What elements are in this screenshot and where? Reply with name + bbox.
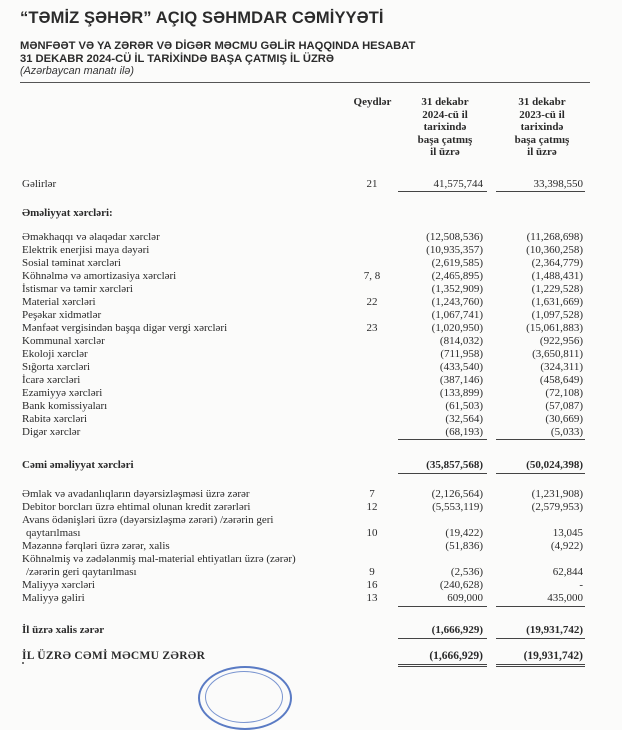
row-label: Sığorta xərcləri xyxy=(22,361,91,373)
row-value-2023: (2,579,953) xyxy=(531,501,583,513)
row-value-2023: (324,311) xyxy=(540,361,583,373)
underline-2024 xyxy=(398,439,487,440)
row-value-2024: (35,857,568) xyxy=(426,459,483,471)
row-value-2024: (2,619,585) xyxy=(431,257,483,269)
row-label: Peşəkar xidmətlər xyxy=(22,309,102,321)
row-note: 9 xyxy=(369,566,375,578)
underline-2024 xyxy=(398,638,487,639)
table-row xyxy=(0,592,622,606)
table-row xyxy=(0,309,622,323)
row-label: Mənfəət vergisindən başqa digər vergi xərcləri xyxy=(22,322,228,334)
row-note: 21 xyxy=(366,178,378,190)
row-value-2024: (1,666,929) xyxy=(429,650,483,662)
row-label: Elektrik enerjisi maya dəyəri xyxy=(22,244,150,256)
company-title: “TƏMİZ ŞƏHƏR” AÇIQ SƏHMDAR CƏMİYYƏTİ xyxy=(20,9,384,27)
row-label: İl üzrə xalis zərər xyxy=(22,624,105,636)
row-value-2023: 33,398,550 xyxy=(533,178,583,190)
table-row xyxy=(0,322,622,336)
row-value-2023: (2,364,779) xyxy=(531,257,583,269)
table-row xyxy=(0,540,622,554)
row-value-2023: (72,108) xyxy=(545,387,583,399)
row-note: 7 xyxy=(369,488,375,500)
row-value-2024: (711,958) xyxy=(440,348,483,360)
table-row xyxy=(0,283,622,297)
row-value-2024: (1,243,760) xyxy=(431,296,483,308)
row-label: Maliyyə xərcləri xyxy=(22,579,95,591)
row-value-2023: (5,033) xyxy=(550,426,583,438)
table-row xyxy=(0,361,622,375)
table-row xyxy=(0,348,622,362)
table-row xyxy=(0,374,622,388)
row-value-2024: (1,020,950) xyxy=(431,322,483,334)
table-row xyxy=(0,413,622,427)
row-label: Avans ödənişləri üzrə (dəyərsizləşmə zərəri) /zərərin geri xyxy=(22,514,274,526)
row-value-2023: (19,931,742) xyxy=(523,650,583,662)
table-row-total-comprehensive-loss xyxy=(0,650,622,664)
table-row-label-line1 xyxy=(0,553,622,567)
row-label: Kommunal xərclər xyxy=(22,335,105,347)
row-value-2024: 609,000 xyxy=(447,592,483,604)
column-header-2024-line: il üzrə xyxy=(430,146,460,158)
row-label: Debitor borcları üzrə ehtimal olunan kredit zərərləri xyxy=(22,501,251,513)
row-label-continued: /zərərin geri qaytarılması xyxy=(26,566,137,578)
row-value-2023: (458,649) xyxy=(539,374,583,386)
report-title xyxy=(20,40,415,65)
column-header-2023-line: başa çatmış xyxy=(514,133,570,146)
row-value-2023: 62,844 xyxy=(552,566,583,578)
row-label-continued: qaytarılması xyxy=(26,527,81,539)
row-value-2024: (2,126,564) xyxy=(431,488,483,500)
row-value-2023: (1,631,669) xyxy=(531,296,583,308)
row-value-2023: (1,229,528) xyxy=(531,283,583,295)
row-value-2024: (387,146) xyxy=(439,374,483,386)
row-label: İL ÜZRƏ CƏMİ MƏCMU ZƏRƏR xyxy=(22,650,206,662)
row-value-2024: (2,536) xyxy=(450,566,483,578)
row-label: İstismar və təmir xərcləri xyxy=(22,283,133,295)
currency-note: (Azərbaycan manatı ilə) xyxy=(20,65,135,77)
row-value-2024: (1,352,909) xyxy=(431,283,483,295)
underline-2023 xyxy=(496,439,585,440)
row-value-2024: (32,564) xyxy=(445,413,483,425)
row-value-2024: (2,465,895) xyxy=(431,270,483,282)
table-row xyxy=(0,579,622,593)
underline-2023 xyxy=(496,473,585,474)
column-header-2023-line: il üzrə xyxy=(527,146,557,158)
row-label: Gəlirlər xyxy=(22,178,57,190)
row-note: 10 xyxy=(366,527,378,539)
row-value-2024: (68,193) xyxy=(445,426,483,438)
column-header-2024-line: başa çatmış xyxy=(417,133,473,146)
row-value-2023: (10,360,258) xyxy=(526,244,583,256)
double-underline-2024 xyxy=(398,664,487,667)
row-label: Material xərcləri xyxy=(22,296,96,308)
row-value-2023: (1,488,431) xyxy=(531,270,583,282)
table-row xyxy=(0,488,622,502)
underline-2024 xyxy=(398,191,487,192)
row-value-2023: 13,045 xyxy=(552,527,583,539)
row-value-2024: (1,067,741) xyxy=(431,309,483,321)
row-value-2023: (15,061,883) xyxy=(526,322,583,334)
row-label: Sosial təminat xərcləri xyxy=(22,257,121,269)
table-row xyxy=(0,296,622,310)
row-label: Digər xərclər xyxy=(22,426,81,438)
row-value-2023: (50,024,398) xyxy=(526,459,583,471)
row-value-2024: (814,032) xyxy=(439,335,483,347)
row-value-2024: (10,935,357) xyxy=(426,244,483,256)
table-row xyxy=(0,244,622,258)
row-value-2024: (19,422) xyxy=(445,527,483,539)
row-label: Cəmi əməliyyat xərcləri xyxy=(22,459,134,471)
header-divider xyxy=(20,82,590,83)
underline-2023 xyxy=(496,606,585,607)
row-value-2023: (19,931,742) xyxy=(526,624,583,636)
row-value-2023: (57,087) xyxy=(545,400,583,412)
row-value-2024: (61,503) xyxy=(445,400,483,412)
table-row xyxy=(0,231,622,245)
column-header-2023-line: 31 dekabr xyxy=(518,96,566,108)
row-value-2024: 41,575,744 xyxy=(433,178,483,190)
table-row-label-line1 xyxy=(0,514,622,528)
row-value-2023: (3,650,811) xyxy=(532,348,583,360)
row-value-2023: 435,000 xyxy=(547,592,583,604)
row-note: 23 xyxy=(366,322,378,334)
row-label: Ezamiyyə xərcləri xyxy=(22,387,103,399)
section-heading-opex xyxy=(0,207,622,221)
row-label: Məzənnə fərqləri üzrə zərər, xalis xyxy=(22,540,170,552)
row-label: Maliyyə gəliri xyxy=(22,592,85,604)
row-note: 12 xyxy=(366,501,378,513)
row-value-2024: (1,666,929) xyxy=(431,624,483,636)
row-label: Ekoloji xərclər xyxy=(22,348,88,360)
row-note: 13 xyxy=(366,592,378,604)
bullet-mark xyxy=(22,662,24,664)
column-header-2024-line: 31 dekabr xyxy=(421,96,469,108)
row-label: Köhnəlmiş və zədələnmiş mal-material ehtiyatları üzrə (zərər) xyxy=(22,553,296,565)
table-row-revenue xyxy=(0,178,622,192)
table-row xyxy=(0,335,622,349)
row-value-2023: (1,231,908) xyxy=(531,488,583,500)
column-header-2024-line: tarixində xyxy=(423,121,467,133)
table-row xyxy=(0,527,622,541)
row-value-2024: (133,899) xyxy=(439,387,483,399)
row-value-2024: (5,553,119) xyxy=(432,501,483,513)
table-row xyxy=(0,387,622,401)
row-value-2023: (4,922) xyxy=(550,540,583,552)
row-value-2024: (12,508,536) xyxy=(426,231,483,243)
table-row xyxy=(0,501,622,515)
row-note: 22 xyxy=(366,296,378,308)
column-header-2023-line: 2023-cü il xyxy=(519,108,565,121)
row-label: Bank komissiyaları xyxy=(22,400,108,412)
row-label: Rabitə xərcləri xyxy=(22,413,88,425)
row-value-2024: (433,540) xyxy=(439,361,483,373)
row-value-2023: (30,669) xyxy=(545,413,583,425)
underline-2023 xyxy=(496,191,585,192)
double-underline-2023 xyxy=(496,664,585,667)
column-header-2023 xyxy=(497,96,587,159)
table-row xyxy=(0,566,622,580)
row-value-2023: (11,268,698) xyxy=(526,231,583,243)
column-header-2023-line: tarixində xyxy=(520,121,564,133)
table-row xyxy=(0,270,622,284)
row-value-2023: (922,956) xyxy=(539,335,583,347)
row-value-2023: - xyxy=(579,579,583,591)
column-header-notes: Qeydlər xyxy=(353,96,392,108)
underline-2023 xyxy=(496,638,585,639)
company-stamp-inner-ring xyxy=(205,671,283,723)
row-value-2024: (240,628) xyxy=(439,579,483,591)
column-header-2024-line: 2024-cü il xyxy=(422,108,468,121)
table-row xyxy=(0,400,622,414)
underline-2024 xyxy=(398,473,487,474)
row-value-2024: (51,836) xyxy=(445,540,483,552)
section-heading-label: Əməliyyat xərcləri: xyxy=(22,207,113,219)
row-label: Əmlak və avadanlıqların dəyərsizləşməsi üzrə zərər xyxy=(22,488,250,500)
row-label: Əməkhaqqı və əlaqədar xərclər xyxy=(22,231,160,243)
table-row xyxy=(0,257,622,271)
report-title-line-1: MƏNFƏƏT VƏ YA ZƏRƏR VƏ DİGƏR MƏCMU GƏLİR HAQQINDA HESABAT xyxy=(20,40,416,52)
column-header-2024 xyxy=(400,96,490,159)
table-row xyxy=(0,426,622,440)
row-label: İcarə xərcləri xyxy=(22,374,81,386)
row-value-2023: (1,097,528) xyxy=(531,309,583,321)
report-title-line-2: 31 DEKABR 2024-CÜ İL TARİXİNDƏ BAŞA ÇATMIŞ İL ÜZRƏ xyxy=(20,52,334,65)
underline-2024 xyxy=(398,606,487,607)
row-label: Köhnəlmə və amortizasiya xərcləri xyxy=(22,270,177,282)
table-row-net-loss xyxy=(0,624,622,638)
table-row-opex-total xyxy=(0,459,622,473)
row-note: 7, 8 xyxy=(363,270,381,282)
row-note: 16 xyxy=(366,579,378,591)
